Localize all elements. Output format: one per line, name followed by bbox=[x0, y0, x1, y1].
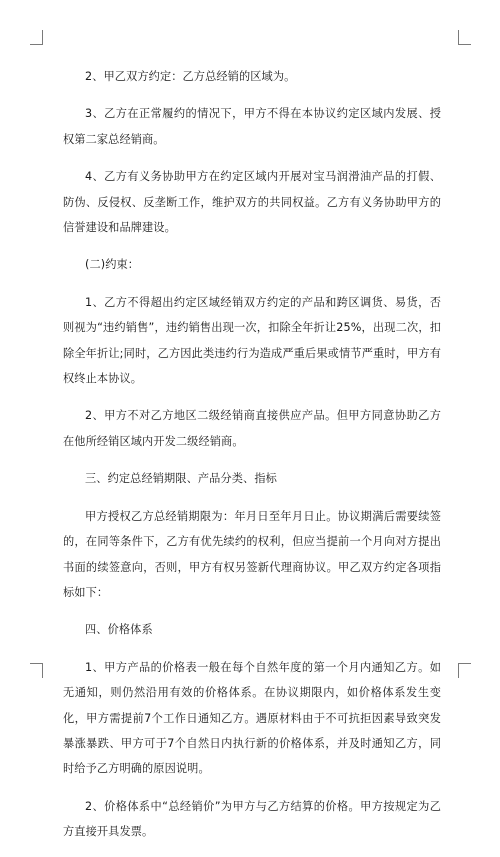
paragraph-exclusive-distributor: 3、乙方在正常履约的情况下，甲方不得在本协议约定区域内发展、授权第二家总经销商。 bbox=[63, 107, 441, 146]
crop-mark-top-right bbox=[458, 30, 471, 45]
paragraph-price-notification: 1、甲方产品的价格表一般在每个自然年度的第一个月内通知乙方。如无通知，则仍然沿用有效的价格体系。在协议期限内，如价格体系发生变化，甲方需提前7个工作日通知乙方。遇原材料由于不可抗拒因素导致突发暴涨暴跌、甲方可于7个自然日内执行新的价格体系，并及时通知乙方，同时给予乙方明确的原因说明。 bbox=[63, 660, 441, 776]
crop-mark-bottom-right bbox=[458, 663, 471, 678]
heading-term-products-targets: 三、约定总经销期限、产品分类、指标 bbox=[85, 472, 277, 486]
heading-constraints: (二)约束： bbox=[85, 258, 140, 272]
document-body bbox=[63, 64, 441, 857]
crop-mark-top-left bbox=[30, 30, 43, 45]
paragraph-settlement-price: 2、价格体系中“总经销价”为甲方与乙方结算的价格。甲方按规定为乙方直接开具发票。 bbox=[63, 799, 441, 839]
crop-mark-bottom-left bbox=[30, 663, 43, 678]
paragraph-secondary-distributors: 2、甲方不对乙方地区二级经销商直接供应产品。但甲方同意协助乙方在他所经销区域内开发二级经销商。 bbox=[63, 409, 441, 448]
paragraph-violation-sales: 1、乙方不得超出约定区域经销双方约定的产品和跨区调货、易货，否则视为“违约销售”，违约销售出现一次，扣除全年折让25%，出现二次，扣除全年折让;同时，乙方因此类违约行为造成严重后果或情节严重时，甲方有权终止本协议。 bbox=[63, 295, 441, 386]
heading-price-system: 四、价格体系 bbox=[85, 623, 153, 637]
paragraph-term: 甲方授权乙方总经销期限为：年月日至年月日止。协议期满后需要续签的，在同等条件下，乙方有优先续约的权利，但应当提前一个月向对方提出书面的续签意向，否则，甲方有权另签新代理商协议。甲乙双方约定各项指标如下： bbox=[63, 509, 441, 599]
paragraph-region-agreement: 2、甲乙双方约定：乙方总经销的区域为。 bbox=[85, 70, 296, 83]
paragraph-anti-counterfeit: 4、乙方有义务协助甲方在约定区域内开展对宝马润滑油产品的打假、防伪、反侵权、反垄断工作，维护双方的共同权益。乙方有义务协助甲方的信誉建设和品牌建设。 bbox=[63, 170, 441, 235]
